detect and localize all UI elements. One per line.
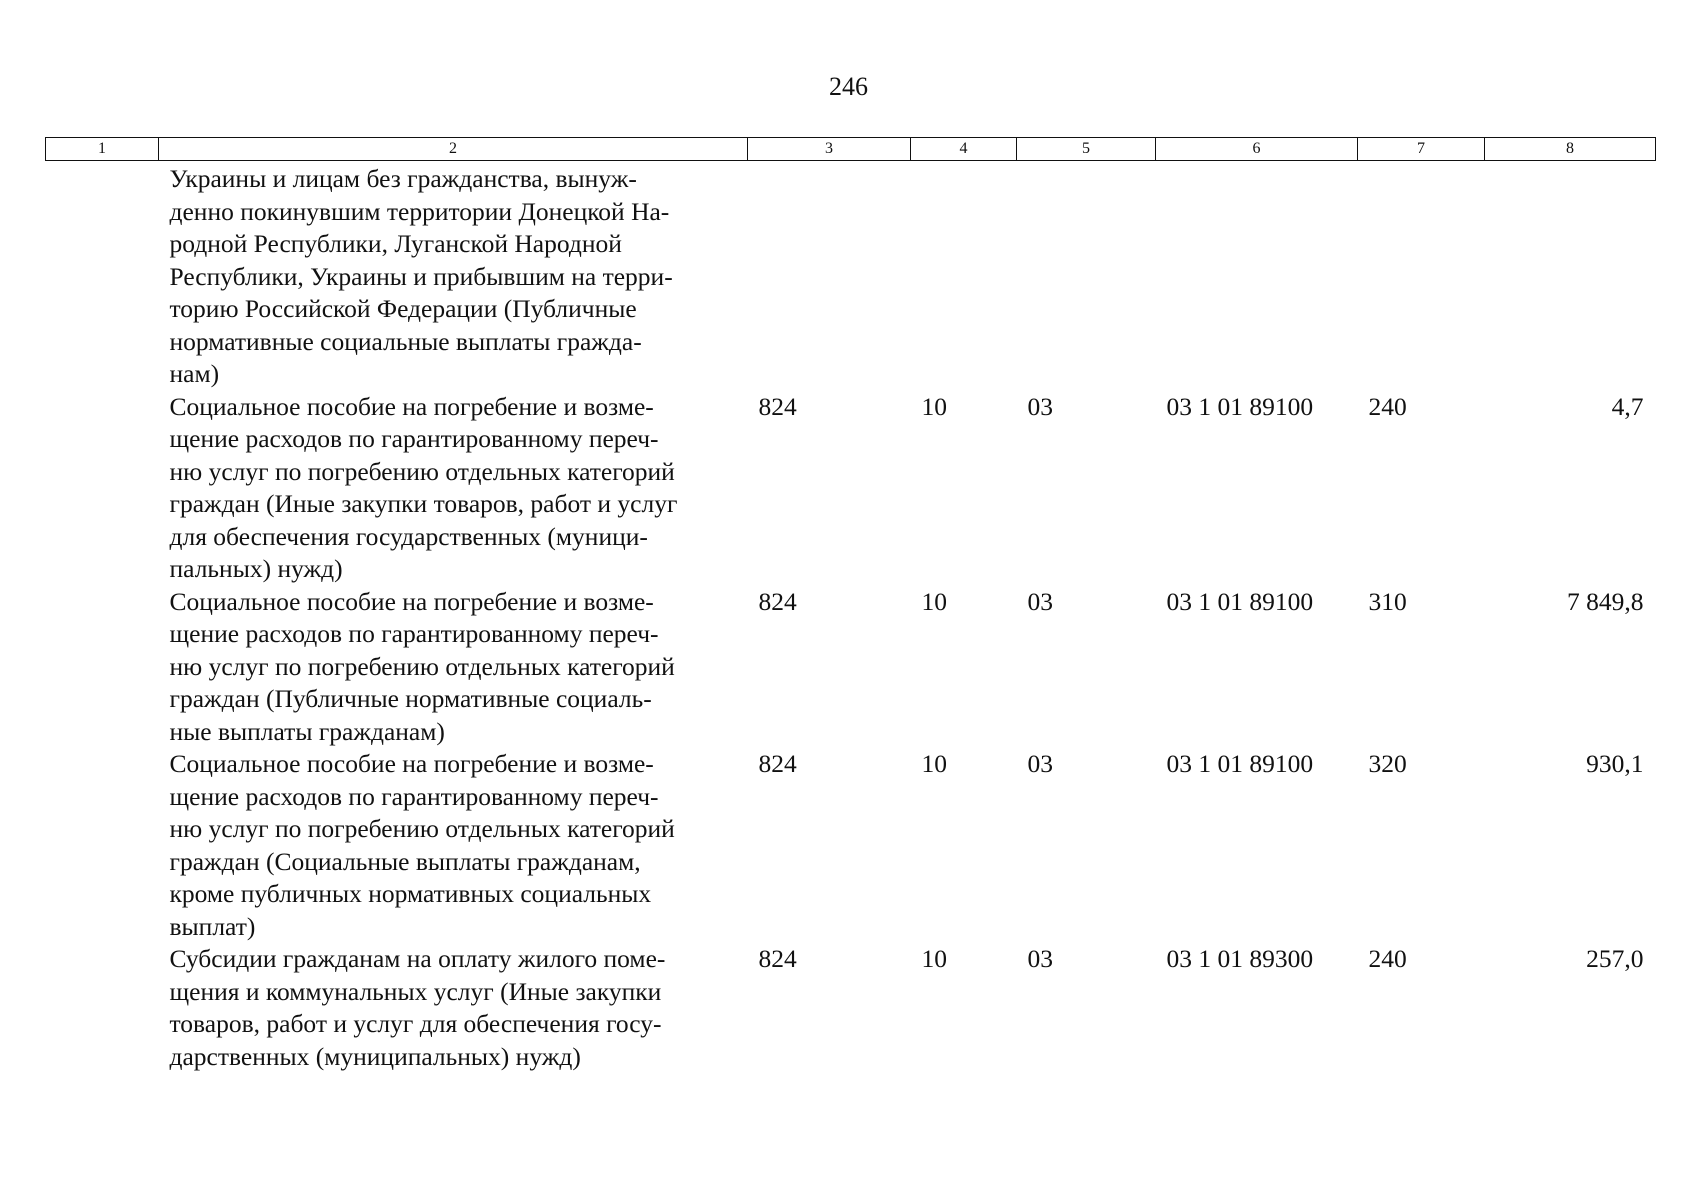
description-line: Социальное пособие на погребение и возме- bbox=[169, 586, 654, 616]
description-line: Украины и лицам без гражданства, вынуж- bbox=[169, 164, 637, 193]
page-number: 246 bbox=[829, 72, 868, 101]
row-index-cell bbox=[46, 943, 159, 1073]
section-code: 10 bbox=[921, 586, 947, 616]
column-header-5: 5 bbox=[1017, 138, 1156, 161]
table-row bbox=[46, 586, 1656, 749]
column-number-header-row bbox=[46, 138, 1656, 161]
subsection-code: 03 bbox=[1027, 586, 1053, 616]
description-line: щение расходов по гарантированному переч- bbox=[169, 781, 659, 811]
row-description bbox=[159, 391, 748, 586]
department-code: 824 bbox=[758, 391, 797, 421]
description-line: ню услуг по погребению отдельных категорий bbox=[169, 651, 675, 681]
amount bbox=[1485, 161, 1656, 391]
description-line: нормативные социальные выплаты гражда- bbox=[169, 326, 642, 356]
description-line: ню услуг по погребению отдельных категорий bbox=[169, 456, 675, 486]
row-index-cell bbox=[46, 391, 159, 586]
expense-type-code: 240 bbox=[1368, 391, 1407, 421]
description-line: родной Республики, Луганской Народной bbox=[169, 229, 622, 258]
target-article-code: 03 1 01 89300 bbox=[1166, 944, 1314, 973]
description-line: для обеспечения государственных (муници- bbox=[169, 521, 648, 551]
expense-type-code: 240 bbox=[1368, 944, 1407, 973]
description-line: граждан (Иные закупки товаров, работ и услуг bbox=[169, 489, 678, 518]
subsection-code: 03 bbox=[1027, 944, 1053, 973]
column-header-7: 7 bbox=[1358, 138, 1485, 161]
description-line: Социальное пособие на погребение и возме- bbox=[169, 391, 654, 421]
department-code: 824 bbox=[758, 586, 797, 616]
row-index-cell bbox=[46, 748, 159, 943]
target-article-code: 03 1 01 89100 bbox=[1166, 586, 1314, 616]
description-line: щение расходов по гарантированному переч- bbox=[169, 619, 659, 648]
description-line: Субсидии гражданам на оплату жилого поме- bbox=[169, 944, 666, 973]
section-code: 10 bbox=[921, 944, 947, 973]
description-line: щения и коммунальных услуг (Иные закупки bbox=[169, 976, 662, 1006]
description-line: Социальное пособие на погребение и возме- bbox=[169, 749, 654, 778]
expense-type-code: 320 bbox=[1368, 749, 1407, 778]
table-row bbox=[46, 943, 1656, 1073]
target-article-code: 03 1 01 89100 bbox=[1166, 749, 1314, 778]
amount: 4,7 bbox=[1611, 391, 1644, 421]
column-header-6: 6 bbox=[1156, 138, 1358, 161]
subsection-code bbox=[1017, 161, 1156, 391]
section-code: 10 bbox=[921, 749, 947, 778]
description-line: ные выплаты гражданам) bbox=[169, 716, 445, 746]
subsection-code: 03 bbox=[1027, 391, 1053, 421]
column-header-2: 2 bbox=[159, 138, 748, 161]
table-row bbox=[46, 748, 1656, 943]
description-line: пальных) нужд) bbox=[169, 554, 343, 583]
description-line: дарственных (муниципальных) нужд) bbox=[169, 1041, 581, 1071]
expense-type-code: 310 bbox=[1368, 586, 1407, 616]
table-row bbox=[46, 391, 1656, 586]
description-line: торию Российской Федерации (Публичные bbox=[169, 294, 637, 323]
target-article-code bbox=[1156, 161, 1358, 391]
section-code bbox=[911, 161, 1017, 391]
amount: 930,1 bbox=[1586, 749, 1644, 778]
amount: 257,0 bbox=[1586, 944, 1644, 973]
description-line: ню услуг по погребению отдельных категорий bbox=[169, 814, 675, 843]
section-code: 10 bbox=[921, 391, 947, 421]
description-line: щение расходов по гарантированному переч- bbox=[169, 424, 659, 453]
row-description bbox=[159, 161, 748, 391]
description-line: Республики, Украины и прибывшим на терри- bbox=[169, 261, 673, 291]
target-article-code: 03 1 01 89100 bbox=[1166, 391, 1314, 421]
budget-table bbox=[45, 137, 1656, 1073]
column-header-4: 4 bbox=[911, 138, 1017, 161]
department-code: 824 bbox=[758, 944, 797, 973]
department-code: 824 bbox=[758, 749, 797, 778]
row-description bbox=[159, 586, 748, 749]
department-code bbox=[748, 161, 911, 391]
column-header-3: 3 bbox=[748, 138, 911, 161]
description-line: граждан (Публичные нормативные социаль- bbox=[169, 684, 652, 713]
row-description bbox=[159, 943, 748, 1073]
row-index-cell bbox=[46, 161, 159, 391]
description-line: денно покинувшим территории Донецкой На- bbox=[169, 196, 670, 226]
column-header-8: 8 bbox=[1485, 138, 1656, 161]
description-line: нам) bbox=[169, 359, 220, 388]
row-description bbox=[159, 748, 748, 943]
amount: 7 849,8 bbox=[1567, 586, 1644, 616]
row-index-cell bbox=[46, 586, 159, 749]
column-header-1: 1 bbox=[46, 138, 159, 161]
description-line: граждан (Социальные выплаты гражданам, bbox=[169, 846, 641, 876]
description-line: товаров, работ и услуг для обеспечения госу- bbox=[169, 1009, 662, 1038]
description-line: выплат) bbox=[169, 911, 256, 941]
table-row bbox=[46, 161, 1656, 391]
expense-type-code bbox=[1358, 161, 1485, 391]
subsection-code: 03 bbox=[1027, 749, 1053, 778]
description-line: кроме публичных нормативных социальных bbox=[169, 879, 652, 908]
